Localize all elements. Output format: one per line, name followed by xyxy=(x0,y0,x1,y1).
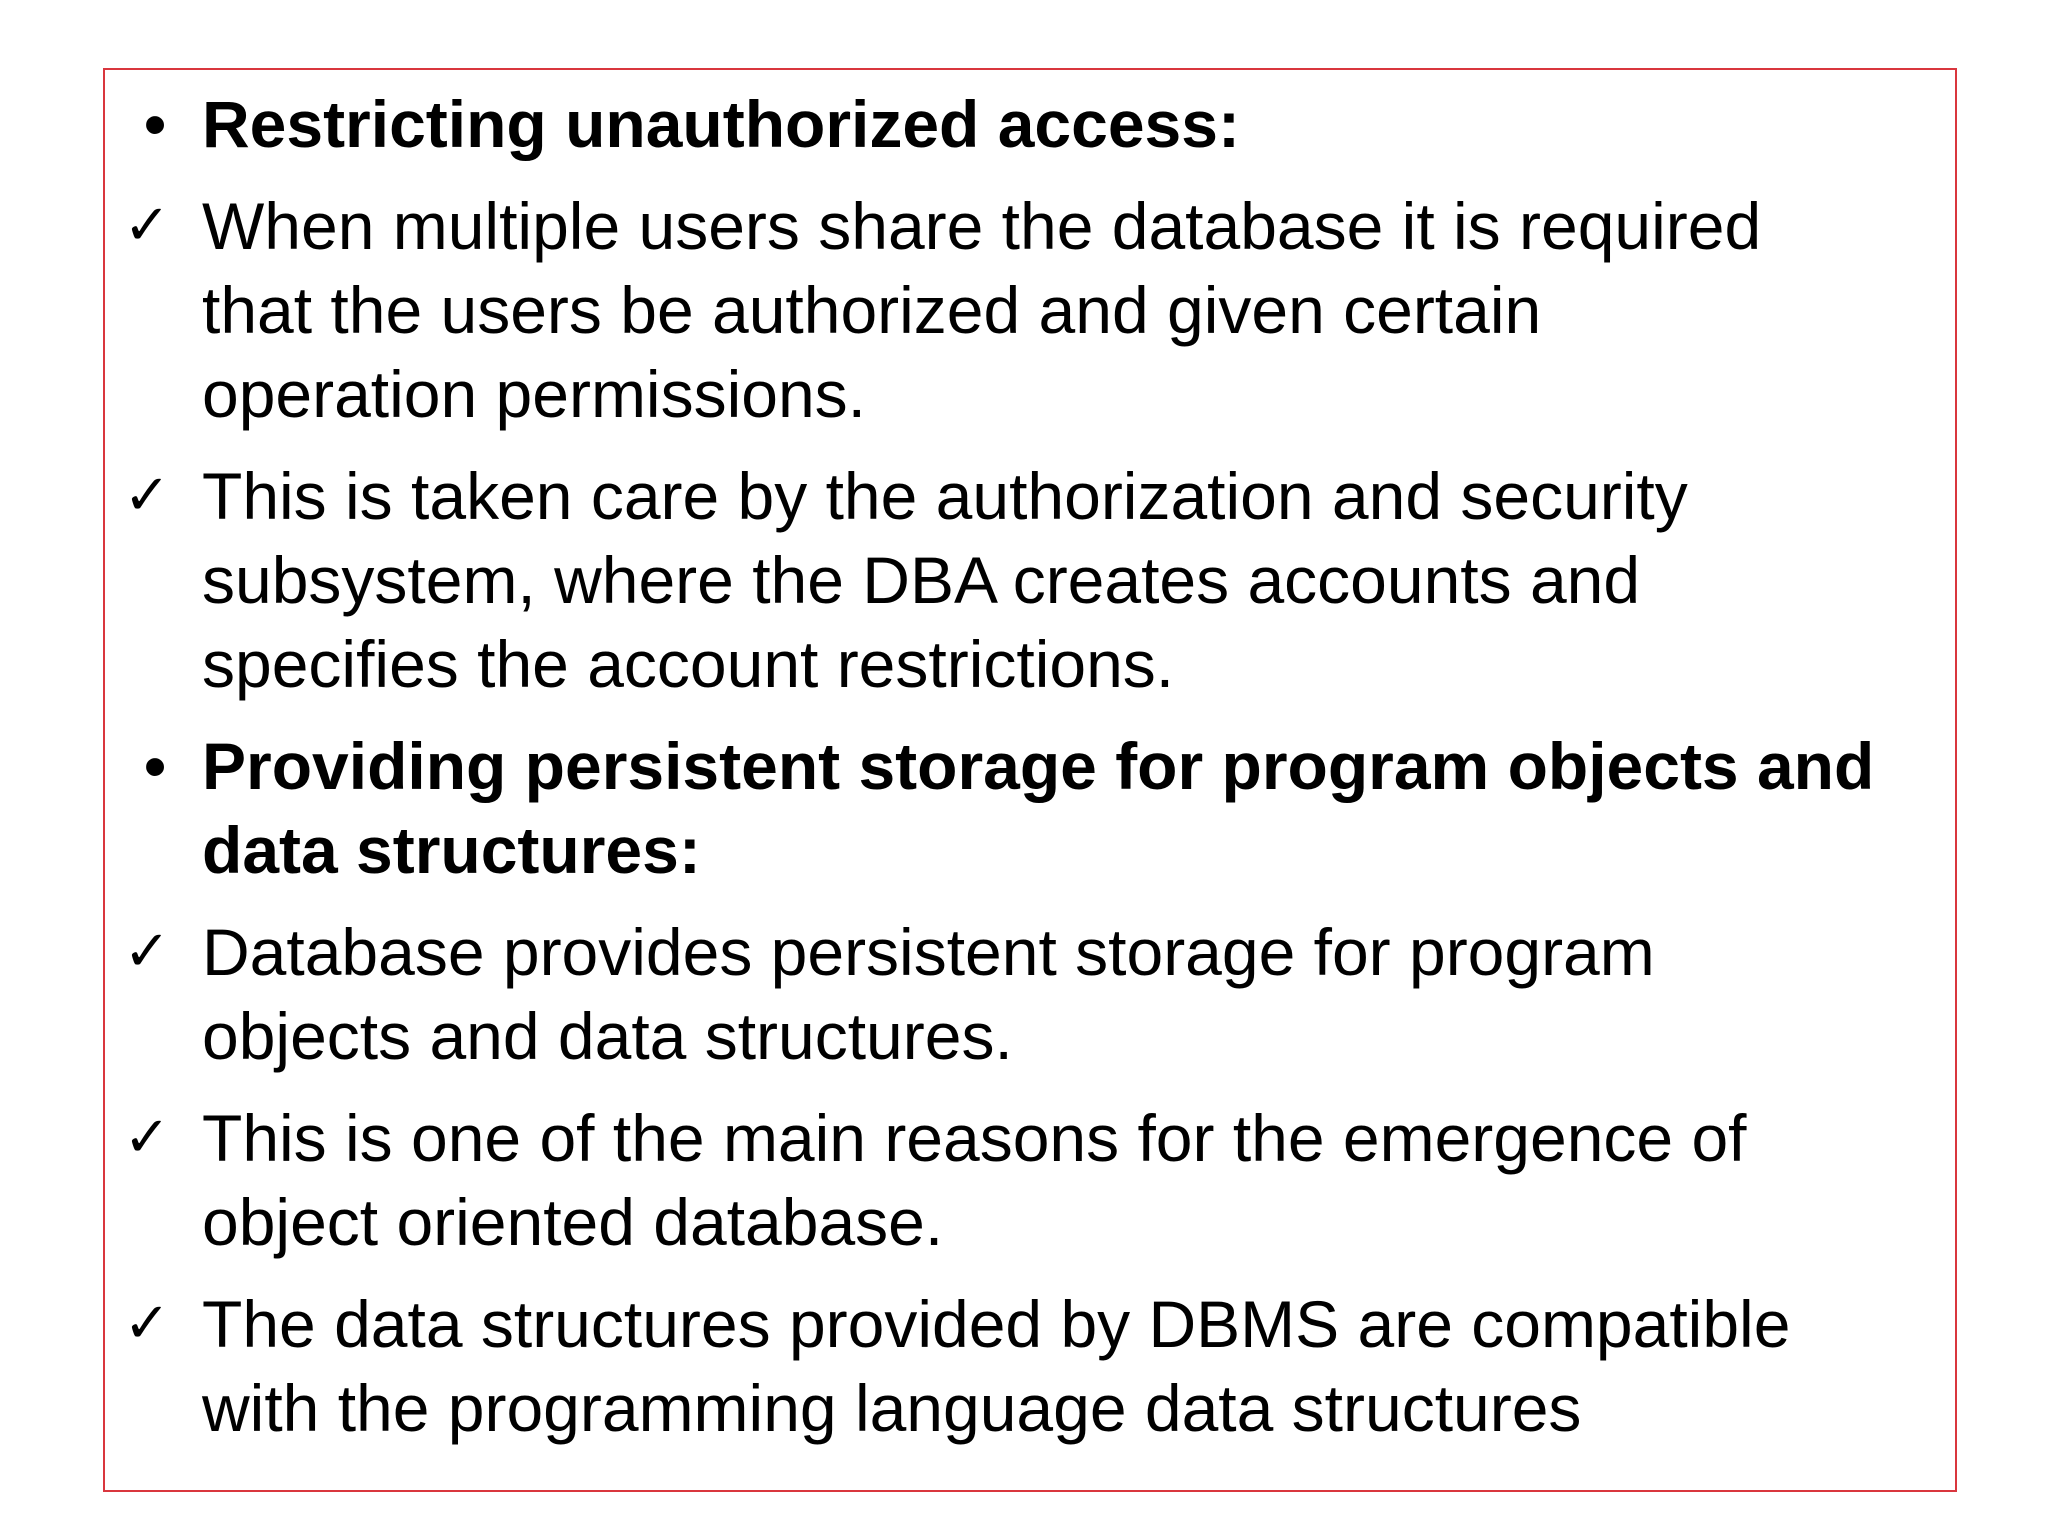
text-line: operation permissions. xyxy=(202,357,866,431)
text-line: When multiple users share the database it is required xyxy=(202,189,1762,263)
bullet-icon: • xyxy=(143,729,167,803)
text-line: subsystem, where the DBA creates accounts and xyxy=(202,543,1641,617)
text-line: The data structures provided by DBMS are compatible xyxy=(202,1287,1791,1361)
slide-content xyxy=(105,70,1955,1490)
text-line: Database provides persistent storage for program xyxy=(202,915,1655,989)
text-line: This is taken care by the authorization and security xyxy=(202,459,1688,533)
checkmark-icon: ✓ xyxy=(123,1105,171,1170)
checkmark-icon: ✓ xyxy=(123,1291,171,1356)
heading-line: Restricting unauthorized access: xyxy=(202,87,1240,161)
bullet-icon: • xyxy=(143,87,167,161)
text-line: This is one of the main reasons for the emergence of xyxy=(202,1101,1747,1175)
text-line: that the users be authorized and given certain xyxy=(202,273,1542,347)
text-line: with the programming language data structures xyxy=(202,1371,1582,1445)
text-line: object oriented database. xyxy=(202,1185,944,1259)
text-line: objects and data structures. xyxy=(202,999,1013,1073)
checkmark-icon: ✓ xyxy=(123,463,171,528)
checkmark-icon: ✓ xyxy=(123,193,171,258)
heading-line: Providing persistent storage for program objects and xyxy=(202,729,1875,803)
slide-frame xyxy=(103,68,1957,1492)
text-line: specifies the account restrictions. xyxy=(202,627,1175,701)
checkmark-icon: ✓ xyxy=(123,919,171,984)
heading-line: data structures: xyxy=(202,813,701,887)
